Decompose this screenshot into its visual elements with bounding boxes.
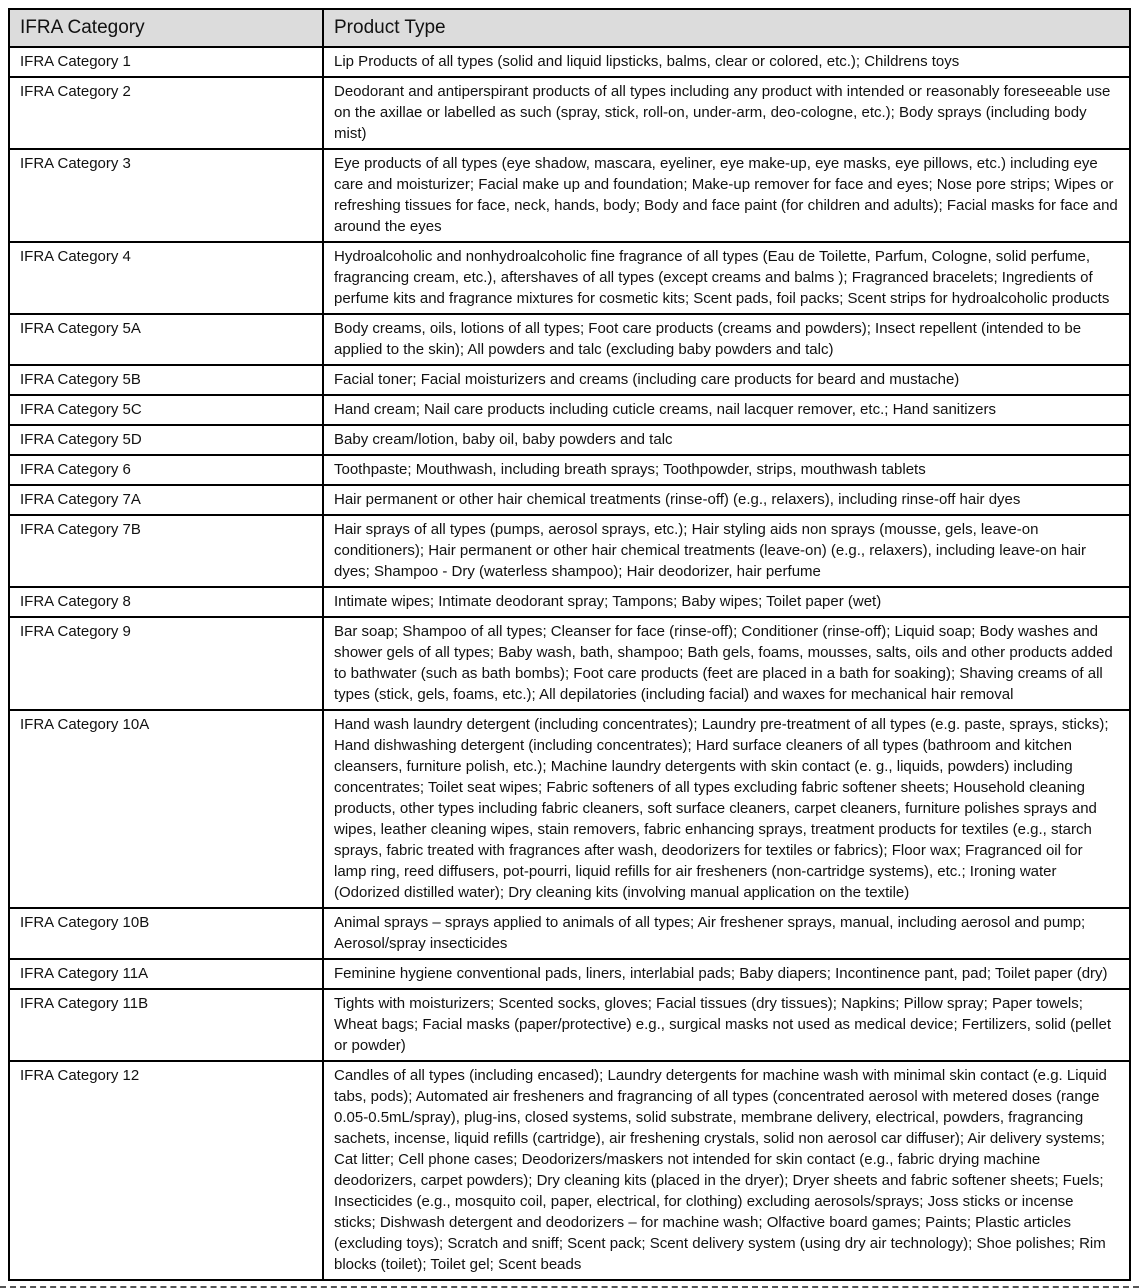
table-row: [9, 455, 1130, 485]
table-row: [9, 908, 1130, 959]
product-type-cell: Body creams, oils, lotions of all types; Foot care products (creams and powders); Insect repellent (intended to be applied to the skin); All powders and talc (excluding baby powders and talc): [323, 314, 1130, 365]
category-cell: IFRA Category 12: [9, 1061, 323, 1280]
table-row: [9, 314, 1130, 365]
category-cell: IFRA Category 9: [9, 617, 323, 710]
category-cell: IFRA Category 1: [9, 47, 323, 77]
product-type-cell: Tights with moisturizers; Scented socks, gloves; Facial tissues (dry tissues); Napkins; Pillow spray; Paper towels; Wheat bags; Facial masks (paper/protective) e.g., surgical masks not used as medical device; Fertilizers, solid (pellet or powder): [323, 989, 1130, 1061]
product-type-cell: Hand cream; Nail care products including cuticle creams, nail lacquer remover, etc.; Hand sanitizers: [323, 395, 1130, 425]
product-type-cell: Bar soap; Shampoo of all types; Cleanser for face (rinse-off); Conditioner (rinse-off); Liquid soap; Body washes and shower gels of all types; Baby wash, bath, shampoo; Bath gels, foams, mousses, salts, oils and other products added to bathwater (such as bath bombs); Foot care products (feet are placed in a bath for soaking); Shaving creams of all types (stick, gels, foams, etc.); All depilatories (including facial) and waxes for mechanical hair removal: [323, 617, 1130, 710]
product-type-cell: Candles of all types (including encased); Laundry detergents for machine wash with minimal skin contact (e.g. Liquid tabs, pods); Automated air fresheners and fragrancing of all types (concentrated aerosol with metered doses (range 0.05-0.5mL/spray), plug-ins, closed systems, solid substrate, membrane delivery, electrical, powders, fragrancing sachets, incense, liquid refills (cartridge), air freshening crystals, solid non aerosol car diffuser); Air delivery systems; Cat litter; Cell phone cases; Deodorizers/maskers not intended for skin contact (e.g., fabric drying machine deodorizers, carpet powders); Dry cleaning kits (placed in the dryer); Dryer sheets and fabric softener sheets; Fuels; Insecticides (e.g., mosquito coil, paper, electrical, for clothing) excluding aerosols/sprays; Joss sticks or incense sticks; Dishwash detergent and deodorizers – for machine wash; Olfactive board games; Paints; Plastic articles (excluding toys); Scratch and sniff; Scent pack; Scent delivery system (using dry air technology); Shoe polishes; Rim blocks (toilet); Toilet gel; Scent beads: [323, 1061, 1130, 1280]
table-row: [9, 47, 1130, 77]
column-header-product-type: Product Type: [323, 9, 1130, 47]
category-cell: IFRA Category 10B: [9, 908, 323, 959]
table-row: [9, 1061, 1130, 1280]
table-row: [9, 959, 1130, 989]
table-row: [9, 485, 1130, 515]
table-header-row: [9, 9, 1130, 47]
product-type-cell: Lip Products of all types (solid and liquid lipsticks, balms, clear or colored, etc.); Childrens toys: [323, 47, 1130, 77]
table-row: [9, 395, 1130, 425]
product-type-cell: Hair sprays of all types (pumps, aerosol sprays, etc.); Hair styling aids non sprays (mousse, gels, leave-on conditioners); Hair permanent or other hair chemical treatments (leave-on) (e.g., relaxers), including leave-on hair dyes; Shampoo - Dry (waterless shampoo); Hair deodorizer, hair perfume: [323, 515, 1130, 587]
table-row: [9, 515, 1130, 587]
category-cell: IFRA Category 6: [9, 455, 323, 485]
product-type-cell: Hair permanent or other hair chemical treatments (rinse-off) (e.g., relaxers), including rinse-off hair dyes: [323, 485, 1130, 515]
product-type-cell: Facial toner; Facial moisturizers and creams (including care products for beard and mustache): [323, 365, 1130, 395]
category-cell: IFRA Category 3: [9, 149, 323, 242]
category-cell: IFRA Category 7B: [9, 515, 323, 587]
product-type-cell: Intimate wipes; Intimate deodorant spray; Tampons; Baby wipes; Toilet paper (wet): [323, 587, 1130, 617]
table-row: [9, 77, 1130, 149]
category-cell: IFRA Category 5A: [9, 314, 323, 365]
category-cell: IFRA Category 8: [9, 587, 323, 617]
product-type-cell: Hand wash laundry detergent (including concentrates); Laundry pre-treatment of all types (e.g. paste, sprays, sticks); Hand dishwashing detergent (including concentrates); Hard surface cleaners of all types (bathroom and kitchen cleansers, furniture polish, etc.); Machine laundry detergents with skin contact (e. g., liquids, powders) including concentrates; Toilet seat wipes; Fabric softeners of all types excluding fabric softener sheets; Household cleaning products, other types including fabric cleaners, soft surface cleaners, carpet cleaners, furniture polishes sprays and wipes, leather cleaning wipes, stain removers, fabric enhancing sprays, treatment products for textiles (e.g., starch sprays, fabric treated with fragrances after wash, deodorizers for textiles or fabrics); Floor wax; Fragranced oil for lamp ring, reed diffusers, pot-pourri, liquid refills for air fresheners (non-cartridge systems), etc.; Ironing water (Odorized distilled water); Dry cleaning kits (involving manual application on the textile): [323, 710, 1130, 908]
product-type-cell: Deodorant and antiperspirant products of all types including any product with intended or reasonably foreseeable use on the axillae or labelled as such (spray, stick, roll-on, under-arm, deo-cologne, etc.); Body sprays (including body mist): [323, 77, 1130, 149]
column-header-ifra-category: IFRA Category: [9, 9, 323, 47]
product-type-cell: Toothpaste; Mouthwash, including breath sprays; Toothpowder, strips, mouthwash tablets: [323, 455, 1130, 485]
table-row: [9, 710, 1130, 908]
table-row: [9, 989, 1130, 1061]
ifra-category-table: [8, 8, 1131, 1281]
product-type-cell: Animal sprays – sprays applied to animals of all types; Air freshener sprays, manual, including aerosol and pump; Aerosol/spray insecticides: [323, 908, 1130, 959]
category-cell: IFRA Category 5B: [9, 365, 323, 395]
category-cell: IFRA Category 2: [9, 77, 323, 149]
product-type-cell: Hydroalcoholic and nonhydroalcoholic fine fragrance of all types (Eau de Toilette, Parfum, Cologne, solid perfume, fragrancing cream, etc.), aftershaves of all types (except creams and balms ); Fragranced bracelets; Ingredients of perfume kits and fragrance mixtures for cosmetic kits; Scent pads, foil packs; Scent strips for hydroalcoholic products: [323, 242, 1130, 314]
category-cell: IFRA Category 5C: [9, 395, 323, 425]
category-cell: IFRA Category 4: [9, 242, 323, 314]
table-row: [9, 149, 1130, 242]
table-row: [9, 617, 1130, 710]
product-type-cell: Feminine hygiene conventional pads, liners, interlabial pads; Baby diapers; Incontinence pant, pad; Toilet paper (dry): [323, 959, 1130, 989]
category-cell: IFRA Category 10A: [9, 710, 323, 908]
table-row: [9, 242, 1130, 314]
table-row: [9, 587, 1130, 617]
category-cell: IFRA Category 11B: [9, 989, 323, 1061]
category-cell: IFRA Category 11A: [9, 959, 323, 989]
product-type-cell: Baby cream/lotion, baby oil, baby powders and talc: [323, 425, 1130, 455]
product-type-cell: Eye products of all types (eye shadow, mascara, eyeliner, eye make-up, eye masks, eye pillows, etc.) including eye care and moisturizer; Facial make up and foundation; Make-up remover for face and eyes; Nose pore strips; Wipes or refreshing tissues for face, neck, hands, body; Body and face paint (for children and adults); Facial masks for face and around the eyes: [323, 149, 1130, 242]
category-cell: IFRA Category 7A: [9, 485, 323, 515]
table-row: [9, 365, 1130, 395]
category-cell: IFRA Category 5D: [9, 425, 323, 455]
table-row: [9, 425, 1130, 455]
